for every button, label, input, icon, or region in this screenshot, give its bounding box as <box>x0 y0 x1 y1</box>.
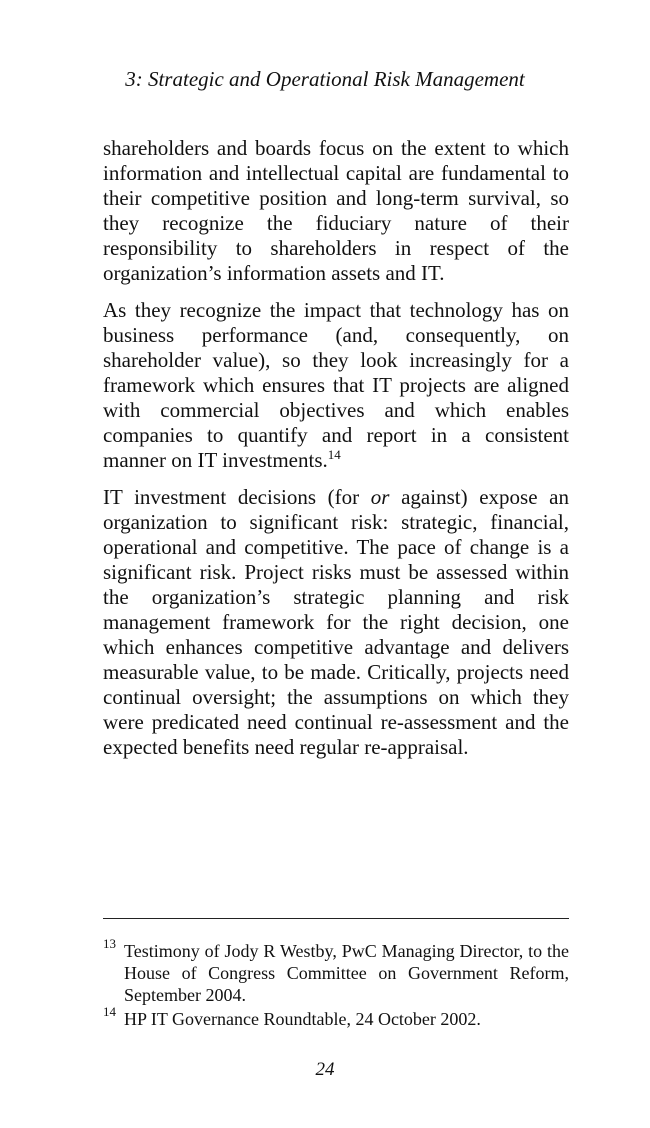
footnote-separator <box>103 918 569 919</box>
body-text <box>103 136 569 772</box>
paragraph-3 <box>103 485 569 760</box>
footnote-mark: 13 <box>103 936 116 951</box>
paragraph-3-start: IT investment decisions (for <box>103 485 371 509</box>
footnote-mark: 14 <box>103 1004 116 1019</box>
page-number: 24 <box>315 1059 335 1080</box>
footnote-text: Testimony of Jody R Westby, PwC Managing Director, to the House of Congress Committee on Government Reform, September 2004. <box>124 941 569 1005</box>
paragraph-2 <box>103 298 569 473</box>
paragraph-3-rest: against) expose an organization to significant risk: strategic, financial, operational and competitive. The pace of change is a significant risk. Project risks must be assessed within the organization’s strategic planning and risk management framework for the right decision, one which enhances competitive advantage and delivers measurable value, to be made. Critically, projects need continual oversight; the assumptions on which they were predicated need continual re-assessment and the expected benefits need regular re-appraisal. <box>103 485 569 759</box>
footnote-14 <box>103 1004 569 1030</box>
paragraph-2-text: As they recognize the impact that technology has on business performance (and, consequently, on shareholder value), so they look increasingly for a framework which ensures that IT projects are aligned with commercial objectives and which enables companies to quantify and report in a consistent manner on IT investments. <box>103 298 569 472</box>
running-header: 3: Strategic and Operational Risk Management <box>125 67 525 91</box>
footnotes <box>103 936 569 1032</box>
paragraph-1: shareholders and boards focus on the extent to which information and intellectual capital are fundamental to their competitive position and long-term survival, so they recognize the fiduciary nature of their responsibility to shareholders in respect of the organization’s information assets and IT. <box>103 136 569 285</box>
footnote-13 <box>103 936 569 1006</box>
emphasis-or: or <box>370 485 390 509</box>
footnote-text: HP IT Governance Roundtable, 24 October 2002. <box>124 1009 481 1029</box>
footnote-reference-14: 14 <box>327 447 341 462</box>
